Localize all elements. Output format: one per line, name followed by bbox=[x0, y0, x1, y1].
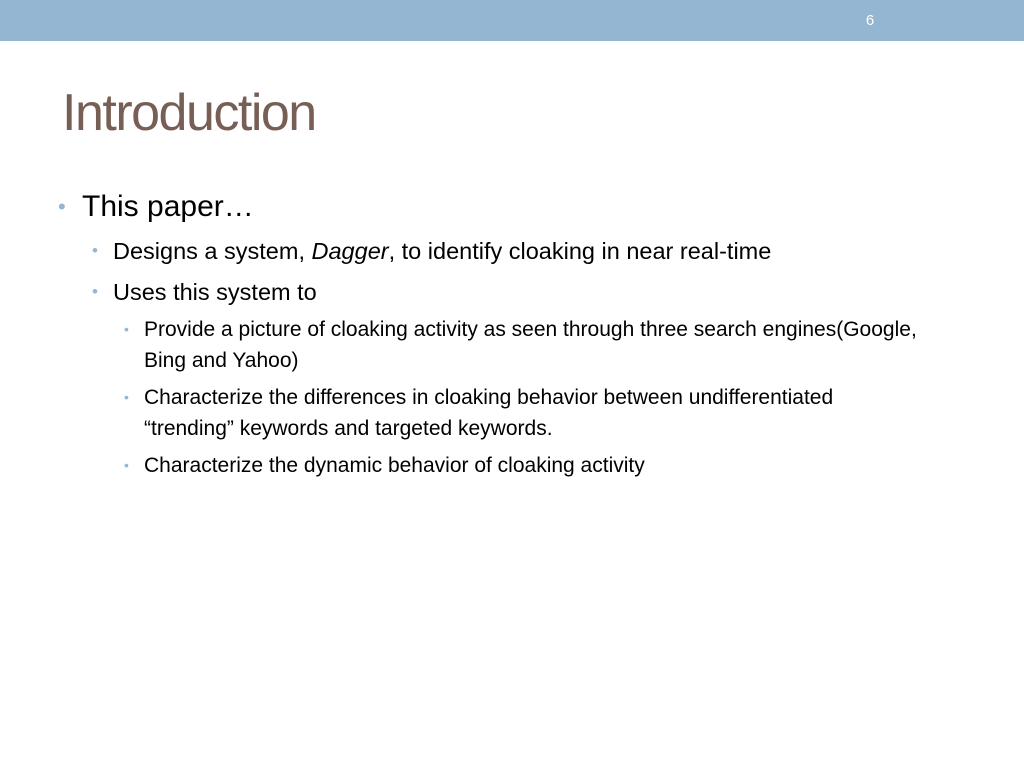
bullet-text-before: Designs a system, bbox=[113, 238, 312, 264]
bullet-level2-designs-system bbox=[92, 236, 772, 266]
bullet-text: Characterize the dynamic behavior of cloaking activity bbox=[144, 454, 645, 477]
bullet-marker-icon: • bbox=[92, 241, 98, 260]
bullet-marker-icon: • bbox=[124, 389, 129, 405]
bullet-text: Characterize the differences in cloaking behavior between undifferentiated “trending” keywords and targeted keywords. bbox=[144, 386, 834, 440]
slide-title: Introduction bbox=[62, 84, 316, 142]
bullet-marker-icon: • bbox=[124, 321, 129, 337]
bullet-level2-uses-system bbox=[92, 277, 317, 307]
bullet-marker-icon: • bbox=[58, 194, 66, 219]
bullet-text: This paper… bbox=[82, 190, 254, 223]
bullet-text: Provide a picture of cloaking activity as seen through three search engines(Google, Bing and Yahoo) bbox=[144, 318, 917, 372]
slide-number: 6 bbox=[865, 12, 875, 29]
bullet-level3-picture bbox=[124, 314, 924, 376]
bullet-level3-dynamic bbox=[124, 450, 924, 481]
system-name-dagger: Dagger bbox=[311, 238, 389, 264]
bullet-marker-icon: • bbox=[92, 282, 98, 301]
bullet-text: Uses this system to bbox=[113, 279, 317, 305]
bullet-level1-this-paper bbox=[58, 190, 254, 224]
bullet-text-after: , to identify cloaking in near real-time bbox=[388, 238, 772, 264]
bullet-level3-differences bbox=[124, 382, 924, 444]
bullet-marker-icon: • bbox=[124, 457, 129, 473]
header-bar bbox=[0, 0, 1024, 41]
